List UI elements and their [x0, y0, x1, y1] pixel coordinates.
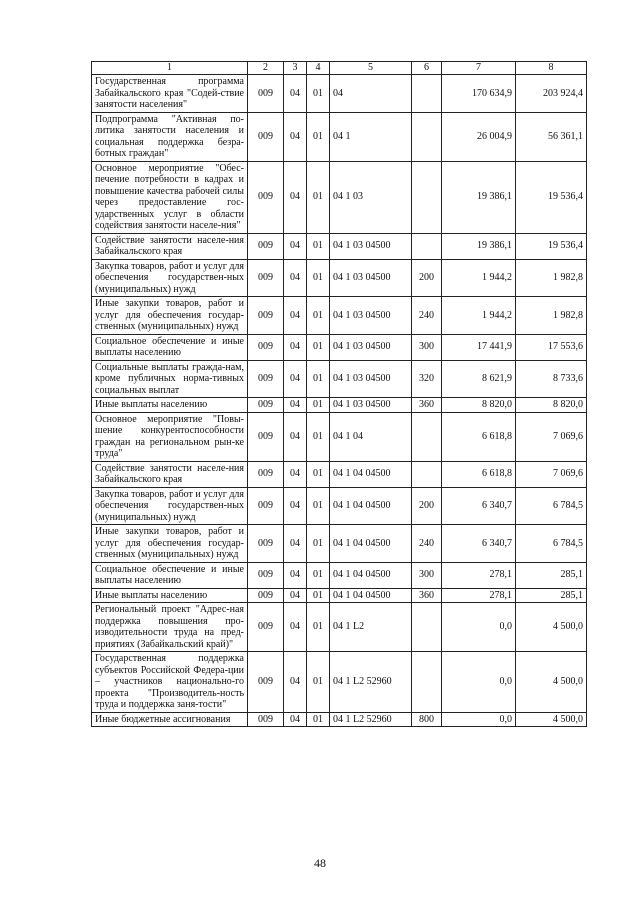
target-article-code: 04 1 03 04500: [330, 334, 412, 360]
amount-year-1: 0,0: [442, 712, 516, 727]
table-row: [92, 525, 587, 563]
table-row: [92, 75, 587, 113]
subsection-code: 01: [307, 652, 330, 713]
table-row: [92, 233, 587, 259]
grbs-code: 009: [248, 712, 284, 727]
target-article-code: 04 1 03 04500: [330, 233, 412, 259]
row-name: Содействие занятости населе-ния Забайкальского края: [92, 233, 248, 259]
amount-year-1: 6 340,7: [442, 487, 516, 525]
table-row: [92, 161, 587, 233]
section-code: 04: [284, 487, 307, 525]
amount-year-1: 8 621,9: [442, 360, 516, 398]
table-row: [92, 112, 587, 161]
amount-year-2: 285,1: [516, 562, 587, 588]
table-row: [92, 461, 587, 487]
amount-year-2: 1 982,8: [516, 297, 587, 335]
amount-year-1: 19 386,1: [442, 233, 516, 259]
amount-year-1: 19 386,1: [442, 161, 516, 233]
subsection-code: 01: [307, 712, 330, 727]
amount-year-2: 8 733,6: [516, 360, 587, 398]
row-name: Иные выплаты населению: [92, 398, 248, 413]
expense-type-code: 200: [412, 487, 442, 525]
expense-type-code: [412, 112, 442, 161]
amount-year-2: 4 500,0: [516, 603, 587, 652]
amount-year-1: 0,0: [442, 603, 516, 652]
table-row: [92, 412, 587, 461]
table-row: [92, 588, 587, 603]
subsection-code: 01: [307, 487, 330, 525]
table-row: [92, 334, 587, 360]
expense-type-code: [412, 461, 442, 487]
section-code: 04: [284, 259, 307, 297]
subsection-code: 01: [307, 588, 330, 603]
subsection-code: 01: [307, 360, 330, 398]
subsection-code: 01: [307, 461, 330, 487]
expense-type-code: 300: [412, 562, 442, 588]
amount-year-1: 26 004,9: [442, 112, 516, 161]
header-col-1: 1: [92, 62, 248, 75]
row-name: Иные выплаты населению: [92, 588, 248, 603]
table-body: [92, 75, 587, 727]
section-code: 04: [284, 112, 307, 161]
grbs-code: 009: [248, 461, 284, 487]
amount-year-2: 4 500,0: [516, 652, 587, 713]
amount-year-2: 17 553,6: [516, 334, 587, 360]
subsection-code: 01: [307, 297, 330, 335]
amount-year-1: 8 820,0: [442, 398, 516, 413]
section-code: 04: [284, 360, 307, 398]
amount-year-2: 4 500,0: [516, 712, 587, 727]
target-article-code: 04 1 03: [330, 161, 412, 233]
amount-year-2: 56 361,1: [516, 112, 587, 161]
grbs-code: 009: [248, 259, 284, 297]
target-article-code: 04: [330, 75, 412, 113]
amount-year-2: 1 982,8: [516, 259, 587, 297]
subsection-code: 01: [307, 112, 330, 161]
table-row: [92, 562, 587, 588]
expense-type-code: 360: [412, 588, 442, 603]
page-number: 48: [314, 856, 326, 870]
row-name: Основное мероприятие "Обес-печение потребности в кадрах и повышение качества рабочей силы через предоставление гос-ударственных услуг в области содействия занятости населе-ния": [92, 161, 248, 233]
grbs-code: 009: [248, 75, 284, 113]
budget-table: [91, 61, 587, 727]
table-row: [92, 297, 587, 335]
grbs-code: 009: [248, 398, 284, 413]
target-article-code: 04 1 04 04500: [330, 461, 412, 487]
target-article-code: 04 1 03 04500: [330, 360, 412, 398]
amount-year-1: 6 618,8: [442, 412, 516, 461]
amount-year-1: 278,1: [442, 562, 516, 588]
grbs-code: 009: [248, 334, 284, 360]
amount-year-2: 8 820,0: [516, 398, 587, 413]
target-article-code: 04 1: [330, 112, 412, 161]
row-name: Иные закупки товаров, работ и услуг для обеспечения государ-ственных (муниципальных) нужд: [92, 297, 248, 335]
header-col-5: 5: [330, 62, 412, 75]
table-row: [92, 603, 587, 652]
table-header: [92, 62, 587, 75]
amount-year-1: 1 944,2: [442, 259, 516, 297]
grbs-code: 009: [248, 525, 284, 563]
row-name: Региональный проект "Адрес-ная поддержка повышения про-изводительности труда на пред-приятиях (Забайкальский край)": [92, 603, 248, 652]
table-row: [92, 712, 587, 727]
section-code: 04: [284, 334, 307, 360]
expense-type-code: 300: [412, 334, 442, 360]
row-name: Закупка товаров, работ и услуг для обеспечения государствен-ных (муниципальных) нужд: [92, 487, 248, 525]
amount-year-1: 278,1: [442, 588, 516, 603]
amount-year-1: 170 634,9: [442, 75, 516, 113]
amount-year-2: 203 924,4: [516, 75, 587, 113]
header-col-6: 6: [412, 62, 442, 75]
subsection-code: 01: [307, 334, 330, 360]
expense-type-code: 800: [412, 712, 442, 727]
section-code: 04: [284, 161, 307, 233]
subsection-code: 01: [307, 398, 330, 413]
subsection-code: 01: [307, 233, 330, 259]
row-name: Иные закупки товаров, работ и услуг для обеспечения государ-ственных (муниципальных) нужд: [92, 525, 248, 563]
subsection-code: 01: [307, 161, 330, 233]
target-article-code: 04 1 04 04500: [330, 525, 412, 563]
header-col-2: 2: [248, 62, 284, 75]
target-article-code: 04 1 03 04500: [330, 297, 412, 335]
amount-year-2: 7 069,6: [516, 412, 587, 461]
amount-year-1: 6 340,7: [442, 525, 516, 563]
target-article-code: 04 1 03 04500: [330, 398, 412, 413]
row-name: Закупка товаров, работ и услуг для обеспечения государствен-ных (муниципальных) нужд: [92, 259, 248, 297]
target-article-code: 04 1 L2 52960: [330, 712, 412, 727]
grbs-code: 009: [248, 487, 284, 525]
target-article-code: 04 1 04: [330, 412, 412, 461]
section-code: 04: [284, 712, 307, 727]
amount-year-2: 19 536,4: [516, 233, 587, 259]
table-row: [92, 398, 587, 413]
row-name: Содействие занятости населе-ния Забайкальского края: [92, 461, 248, 487]
expense-type-code: 240: [412, 525, 442, 563]
header-row: [92, 62, 587, 75]
expense-type-code: 200: [412, 259, 442, 297]
grbs-code: 009: [248, 562, 284, 588]
section-code: 04: [284, 603, 307, 652]
subsection-code: 01: [307, 525, 330, 563]
expense-type-code: [412, 412, 442, 461]
subsection-code: 01: [307, 75, 330, 113]
expense-type-code: [412, 161, 442, 233]
target-article-code: 04 1 03 04500: [330, 259, 412, 297]
expense-type-code: 360: [412, 398, 442, 413]
header-col-8: 8: [516, 62, 587, 75]
amount-year-2: 7 069,6: [516, 461, 587, 487]
grbs-code: 009: [248, 603, 284, 652]
expense-type-code: [412, 75, 442, 113]
grbs-code: 009: [248, 360, 284, 398]
table-row: [92, 360, 587, 398]
section-code: 04: [284, 297, 307, 335]
section-code: 04: [284, 75, 307, 113]
amount-year-1: 0,0: [442, 652, 516, 713]
grbs-code: 009: [248, 588, 284, 603]
subsection-code: 01: [307, 412, 330, 461]
row-name: Государственная программа Забайкальского края "Содей-ствие занятости населения": [92, 75, 248, 113]
section-code: 04: [284, 652, 307, 713]
section-code: 04: [284, 412, 307, 461]
amount-year-2: 19 536,4: [516, 161, 587, 233]
header-col-4: 4: [307, 62, 330, 75]
subsection-code: 01: [307, 562, 330, 588]
table-row: [92, 652, 587, 713]
section-code: 04: [284, 562, 307, 588]
expense-type-code: 240: [412, 297, 442, 335]
target-article-code: 04 1 L2: [330, 603, 412, 652]
amount-year-2: 6 784,5: [516, 525, 587, 563]
row-name: Социальное обеспечение и иные выплаты населению: [92, 562, 248, 588]
header-col-7: 7: [442, 62, 516, 75]
table-row: [92, 487, 587, 525]
header-col-3: 3: [284, 62, 307, 75]
section-code: 04: [284, 525, 307, 563]
target-article-code: 04 1 04 04500: [330, 588, 412, 603]
target-article-code: 04 1 L2 52960: [330, 652, 412, 713]
row-name: Подпрограмма "Активная по-литика занятости населения и социальная поддержка безра-ботных граждан": [92, 112, 248, 161]
expense-type-code: [412, 603, 442, 652]
row-name: Иные бюджетные ассигнования: [92, 712, 248, 727]
grbs-code: 009: [248, 233, 284, 259]
amount-year-1: 1 944,2: [442, 297, 516, 335]
expense-type-code: [412, 233, 442, 259]
subsection-code: 01: [307, 603, 330, 652]
grbs-code: 009: [248, 112, 284, 161]
grbs-code: 009: [248, 652, 284, 713]
amount-year-1: 17 441,9: [442, 334, 516, 360]
target-article-code: 04 1 04 04500: [330, 562, 412, 588]
section-code: 04: [284, 398, 307, 413]
amount-year-2: 6 784,5: [516, 487, 587, 525]
row-name: Государственная поддержка субъектов Российской Федера-ции – участников национально-го проекта "Производитель-ность труда и поддержка заня-тости": [92, 652, 248, 713]
grbs-code: 009: [248, 297, 284, 335]
subsection-code: 01: [307, 259, 330, 297]
target-article-code: 04 1 04 04500: [330, 487, 412, 525]
table-row: [92, 259, 587, 297]
amount-year-2: 285,1: [516, 588, 587, 603]
section-code: 04: [284, 461, 307, 487]
section-code: 04: [284, 233, 307, 259]
section-code: 04: [284, 588, 307, 603]
row-name: Основное мероприятие "Повы-шение конкурентоспособности граждан на региональном рын-ке труда": [92, 412, 248, 461]
grbs-code: 009: [248, 412, 284, 461]
row-name: Социальное обеспечение и иные выплаты населению: [92, 334, 248, 360]
expense-type-code: [412, 652, 442, 713]
row-name: Социальные выплаты гражда-нам, кроме публичных норма-тивных социальных выплат: [92, 360, 248, 398]
amount-year-1: 6 618,8: [442, 461, 516, 487]
grbs-code: 009: [248, 161, 284, 233]
expense-type-code: 320: [412, 360, 442, 398]
